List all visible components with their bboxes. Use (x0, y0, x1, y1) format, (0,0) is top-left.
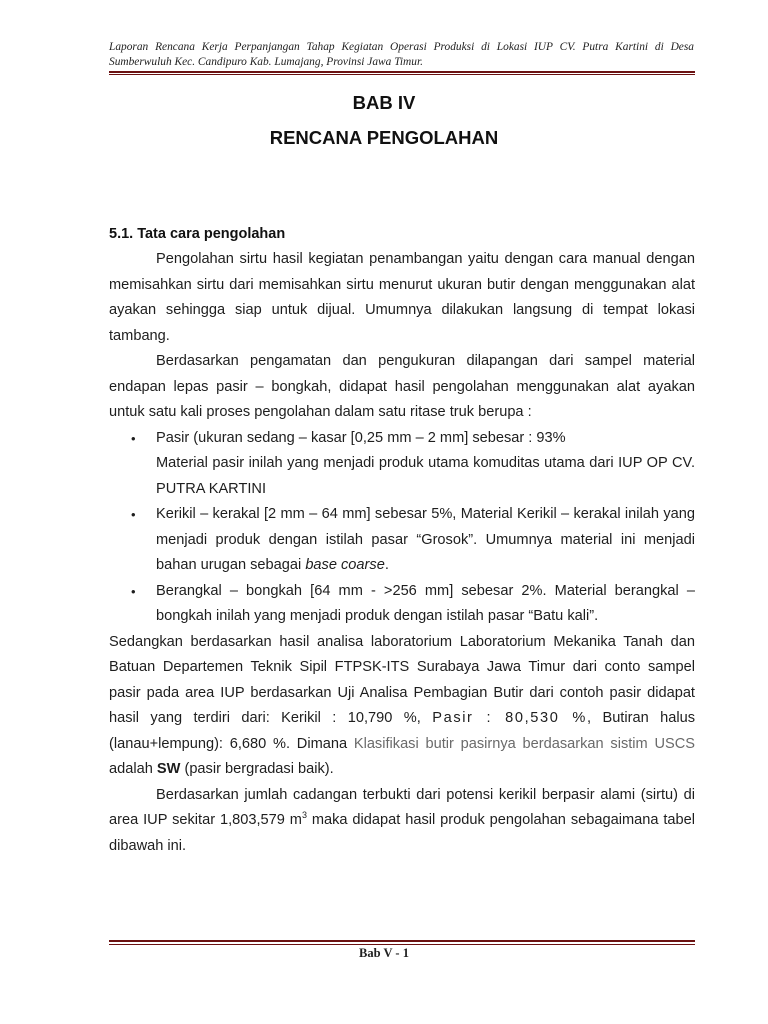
bullet-icon: • (131, 507, 136, 522)
bullet-item-kerikil (109, 502, 695, 579)
paragraph-3-part-5: (pasir bergradasi baik). (180, 761, 334, 777)
chapter-number: BAB IV (352, 92, 416, 113)
footer-rule-thin (109, 944, 695, 945)
uscs-classification-text: Klasifikasi butir pasirnya berdasarkan sistim USCS (353, 735, 696, 752)
paragraph-3-part-2: , (416, 710, 433, 726)
bullet-text-kerikil-end: . (384, 557, 389, 573)
section-heading: 5.1. Tata cara pengolahan (109, 226, 286, 242)
body-content (109, 247, 695, 859)
paragraph-4 (109, 783, 695, 860)
bullet-list (109, 426, 695, 630)
footer-rule-thick (109, 940, 695, 942)
paragraph-3 (109, 630, 695, 783)
paragraph-2: Berdasarkan pengamatan dan pengukuran dilapangan dari sampel material endapan lepas pasir – bongkah, didapat hasil pengolahan menggunakan alat ayakan untuk satu kali proses pengolahan dalam satu ritase truk berupa : (109, 353, 695, 420)
paragraph-1: Pengolahan sirtu hasil kegiatan penambangan yaitu dengan cara manual dengan memisahkan sirtu dari memisahkan sirtu menurut ukuran butir dengan menggunakan alat ayakan sehingga siap untuk dijual. Umumnya dilakukan langsung di tempat lokasi tambang. (109, 251, 695, 344)
sw-label: SW (156, 761, 181, 777)
paragraph-4-part-2: maka didapat hasil produk pengolahan sebagaimana tabel dibawah ini. (109, 812, 695, 854)
kerikil-value: 10,790 % (347, 710, 417, 726)
bullet-icon: • (131, 430, 136, 446)
bullet-note-pasir (109, 451, 695, 502)
chapter-title: RENCANA PENGOLAHAN (269, 127, 499, 148)
paragraph-3-part-1: Sedangkan berdasarkan hasil analisa laboratorium Laboratorium Mekanika Tanah dan Batuan Departemen Teknik Sipil FTPSK-ITS Surabaya Jawa Timur dari conto sampel pasir pada area IUP berdasarkan Uji Analisa Pembagian Butir dari contoh pasir didapat hasil yang terdiri dari: Kerikil : (109, 633, 695, 726)
bullet-item-berangkal (109, 579, 695, 630)
page-footer: Bab V - 1 (359, 946, 409, 960)
bullet-text-berangkal: Berangkal – bongkah [64 mm - >256 mm] sebesar 2%. Material berangkal – bongkah inilah yang menjadi produk dengan istilah pasar “Batu kali”. (156, 582, 695, 624)
pasir-value: Pasir : 80,530 % (432, 710, 587, 726)
bullet-text-pasir: Pasir (ukuran sedang – kasar [0,25 mm – 2 mm] sebesar : 93% (156, 429, 566, 446)
bullet-note-text: Material pasir inilah yang menjadi produk utama komuditas utama dari IUP OP CV. PUTRA KARTINI (156, 455, 695, 497)
cubic-superscript: 3 (301, 810, 307, 821)
bullet-icon: • (131, 583, 136, 599)
bullet-text-kerikil-italic: base coarse (305, 557, 385, 573)
bullet-text-kerikil: Kerikil – kerakal [2 mm – 64 mm] sebesar 5%, Material Kerikil – kerakal inilah yang menjadi produk dengan istilah pasar “Grosok”. Umumnya material ini menjadi bahan urugan sebagai (156, 506, 695, 573)
paragraph-4-part-1: Berdasarkan jumlah cadangan terbukti dari potensi kerikil berpasir alami (sirtu) di area IUP sekitar 1,803,579 m (109, 786, 695, 828)
running-header: Laporan Rencana Kerja Perpanjangan Tahap Kegiatan Operasi Produksi di Lokasi IUP CV. Putra Kartini di Desa Sumberwuluh Kec. Candipuro Kab. Lumajang, Provinsi Jawa Timur. (109, 41, 694, 68)
header-rule-thick (109, 71, 695, 73)
header-rule-thin (109, 74, 695, 75)
paragraph-3-part-4: adalah (109, 761, 157, 777)
paragraph-3-part-3: , Butiran halus (lanau+lempung): 6,680 %. Dimana (109, 710, 695, 752)
bullet-item-pasir (109, 426, 695, 452)
